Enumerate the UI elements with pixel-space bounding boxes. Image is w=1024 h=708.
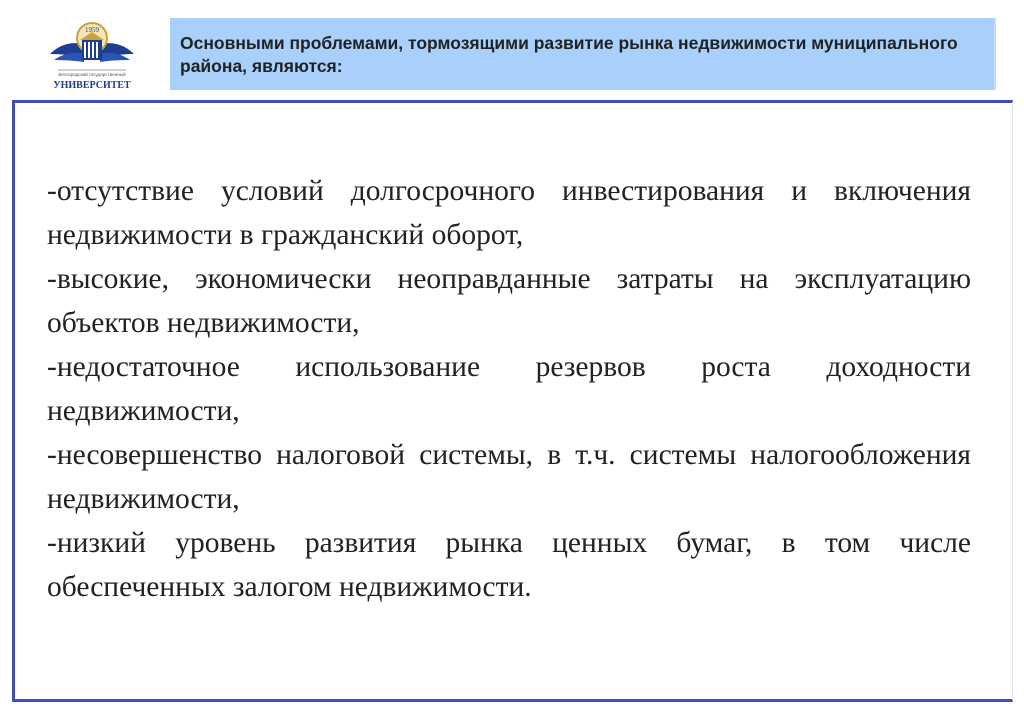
svg-text:УНИВЕРСИТЕТ: УНИВЕРСИТЕТ [53, 80, 131, 91]
list-item: -недостаточное использование резервов роста доходности недвижимости, [47, 351, 971, 427]
list-item: -отсутствие условий долгосрочного инвестирования и включения недвижимости в гражданский оборот, [47, 175, 971, 251]
list-item: -несовершенство налоговой системы, в т.ч. системы налогообложения недвижимости, [47, 439, 971, 515]
header-banner [170, 18, 996, 90]
problem-list [47, 169, 971, 609]
list-item: -высокие, экономически неоправданные затраты на эксплуатацию объектов недвижимости, [47, 263, 971, 339]
content-frame [12, 100, 1013, 702]
university-logo-icon [44, 10, 140, 94]
page-title: Основными проблемами, тормозящими развитие рынка недвижимости муниципального района, являются: [180, 33, 958, 76]
svg-text:1959: 1959 [85, 26, 99, 34]
svg-text:Белгородский государственный: Белгородский государственный [58, 72, 126, 77]
list-item: -низкий уровень развития рынка ценных бумаг, в том числе обеспеченных залогом недвижимости. [47, 527, 971, 603]
logo-graphic [44, 10, 140, 94]
